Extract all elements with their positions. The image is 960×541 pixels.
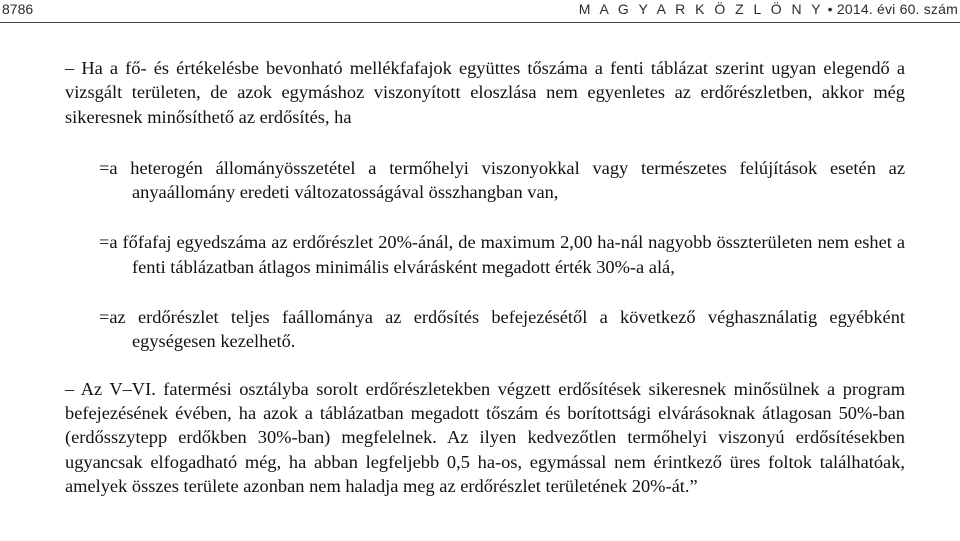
sub-item-3: =az erdőrészlet teljes faállománya az erdősítés befejezésétől a következő véghasználatig egyébként egységesen kezelhető. <box>99 307 905 352</box>
header-rule <box>0 22 960 23</box>
journal-title: M A G Y A R K Ö Z L Ö N Y <box>578 1 824 17</box>
page-number: 8786 <box>2 1 34 17</box>
page-header <box>0 0 960 22</box>
sub-item-2: =a főfafaj egyedszáma az erdőrészlet 20%-ánál, de maximum 2,00 ha-nál nagyobb összterületen nem eshet a fenti táblázatban átlagos minimális elvárásként megadott érték 30%-a alá, <box>99 232 905 277</box>
sub-item-1: =a heterogén állományösszetétel a termőhelyi viszonyokkal vagy természetes felújítások esetén az anyaállomány eredeti változatosságával összhangban van, <box>99 157 905 203</box>
paragraph-1: – Ha a fő- és értékelésbe bevonható mellékfafajok együttes tőszáma a fenti táblázat szerint ugyan elegendő a vizsgált területen, de azok egymáshoz viszonyított eloszlása nem egyenletes az erdőrészletben, akkor még sikeresnek minősíthető az erdősítés, ha <box>65 58 905 127</box>
issue-label: 2014. évi 60. szám <box>836 1 958 17</box>
journal-header <box>579 1 958 17</box>
paragraph-2: – Az V–VI. fatermési osztályba sorolt erdőrészletekben végzett erdősítések sikeresnek minősülnek a program befejezésének évében, ha azok a táblázatban megadott tőszám és borítottsági elvárásoknak átlagosan 50%-ban (erdősszytepp erdőkben 30%-ban) megfelelnek. Az ilyen kedvezőtlen termőhelyi viszonyú erdősítésekben ugyancsak elfogadható még, ha abban legfeljebb 0,5 ha-os, egymással nem érintkező üres foltok találhatóak, amelyek összes területe azonban nem haladja meg az erdőrészlet területének 20%-át.” <box>65 378 905 496</box>
header-separator: • <box>827 1 833 17</box>
document-body <box>65 56 905 498</box>
